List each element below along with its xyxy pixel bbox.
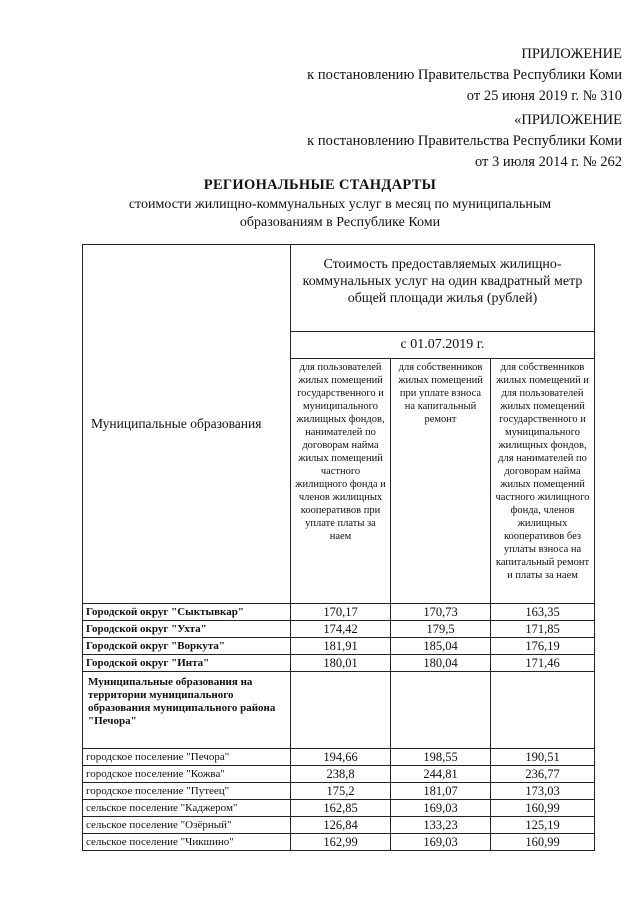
row-value-1: 162,99 xyxy=(291,834,391,851)
row-value-3: 190,51 xyxy=(491,749,595,766)
empty-cell xyxy=(491,672,595,749)
row-name: сельское поселение "Озёрный" xyxy=(83,817,291,834)
row-name: городское поселение "Печора" xyxy=(83,749,291,766)
inner-appendix-header xyxy=(307,110,622,173)
inner-appendix-title: «ПРИЛОЖЕНИЕ xyxy=(514,112,622,128)
table-row xyxy=(83,783,595,800)
row-value-3: 163,35 xyxy=(491,604,595,621)
inner-appendix-decree: к постановлению Правительства Республики Коми xyxy=(307,133,622,149)
row-value-3: 160,99 xyxy=(491,800,595,817)
appendix-date: от 25 июня 2019 г. № 310 xyxy=(466,88,622,104)
section-title: Муниципальные образования на территории муниципального образования муниципального района "Печора" xyxy=(83,672,291,749)
row-name: Городской округ "Ухта" xyxy=(83,621,291,638)
row-name: Городской округ "Инта" xyxy=(83,655,291,672)
row-value-3: 171,85 xyxy=(491,621,595,638)
row-value-3: 236,77 xyxy=(491,766,595,783)
subtitle-line-2: образованиям в Республике Коми xyxy=(239,215,441,230)
table-row xyxy=(83,621,595,638)
inner-appendix-date: от 3 июля 2014 г. № 262 xyxy=(474,154,622,170)
row-value-2: 244,81 xyxy=(391,766,491,783)
row-value-2: 185,04 xyxy=(391,638,491,655)
empty-cell xyxy=(291,672,391,749)
appendix-decree: к постановлению Правительства Республики Коми xyxy=(307,67,622,83)
row-value-3: 176,19 xyxy=(491,638,595,655)
row-value-2: 170,73 xyxy=(391,604,491,621)
row-value-1: 126,84 xyxy=(291,817,391,834)
row-value-2: 181,07 xyxy=(391,783,491,800)
row-name: городское поселение "Путеец" xyxy=(83,783,291,800)
row-value-2: 133,23 xyxy=(391,817,491,834)
section-row xyxy=(83,672,595,749)
row-value-2: 169,03 xyxy=(391,834,491,851)
cost-header: Стоимость предоставляемых жилищно-коммунальных услуг на один квадратный метр общей площади жилья (рублей) xyxy=(291,245,595,332)
row-value-2: 198,55 xyxy=(391,749,491,766)
table-row xyxy=(83,749,595,766)
date-header: с 01.07.2019 г. xyxy=(291,332,595,359)
row-value-1: 162,85 xyxy=(291,800,391,817)
appendix-header xyxy=(307,44,622,107)
row-value-1: 170,17 xyxy=(291,604,391,621)
row-name: Городской округ "Сыктывкар" xyxy=(83,604,291,621)
row-value-2: 179,5 xyxy=(391,621,491,638)
row-name: сельское поселение "Чикшино" xyxy=(83,834,291,851)
row-value-2: 169,03 xyxy=(391,800,491,817)
table-row xyxy=(83,766,595,783)
row-value-1: 175,2 xyxy=(291,783,391,800)
row-name: сельское поселение "Каджером" xyxy=(83,800,291,817)
row-value-1: 194,66 xyxy=(291,749,391,766)
appendix-title: ПРИЛОЖЕНИЕ xyxy=(521,46,622,62)
row-value-3: 173,03 xyxy=(491,783,595,800)
row-value-3: 160,99 xyxy=(491,834,595,851)
table-row xyxy=(83,800,595,817)
table-row xyxy=(83,638,595,655)
row-value-3: 171,46 xyxy=(491,655,595,672)
table-row xyxy=(83,817,595,834)
row-value-3: 125,19 xyxy=(491,817,595,834)
standards-table xyxy=(82,244,595,851)
table-row xyxy=(83,604,595,621)
row-value-2: 180,04 xyxy=(391,655,491,672)
document-title: РЕГИОНАЛЬНЫЕ СТАНДАРТЫ xyxy=(203,177,437,193)
municipality-column-header: Муниципальные образования xyxy=(83,245,291,604)
table-row xyxy=(83,834,595,851)
table-row xyxy=(83,655,595,672)
row-name: Городской округ "Воркута" xyxy=(83,638,291,655)
column-header-2: для собственников жилых помещений при уплате взноса на капитальный ремонт xyxy=(391,359,491,604)
column-header-3: для собственников жилых помещений и для пользователей жилых помещений государственного и муниципального жилищных фондов, для нанимателей по договорам найма жилых помещений частного жилищного фонда, членов жилищных кооперативов без уплаты взноса на капитальный ремонт и платы за наем xyxy=(491,359,595,604)
row-value-1: 238,8 xyxy=(291,766,391,783)
document-subtitle xyxy=(110,196,570,232)
column-header-1: для пользователей жилых помещений государственного и муниципального жилищных фондов, нанимателей по договорам найма жилых помещений частного жилищного фонда и членов жилищных кооперативов при уплате платы за наем xyxy=(291,359,391,604)
empty-cell xyxy=(391,672,491,749)
row-value-1: 181,91 xyxy=(291,638,391,655)
subtitle-line-1: стоимости жилищно-коммунальных услуг в месяц по муниципальным xyxy=(128,197,552,212)
row-name: городское поселение "Кожва" xyxy=(83,766,291,783)
row-value-1: 180,01 xyxy=(291,655,391,672)
row-value-1: 174,42 xyxy=(291,621,391,638)
